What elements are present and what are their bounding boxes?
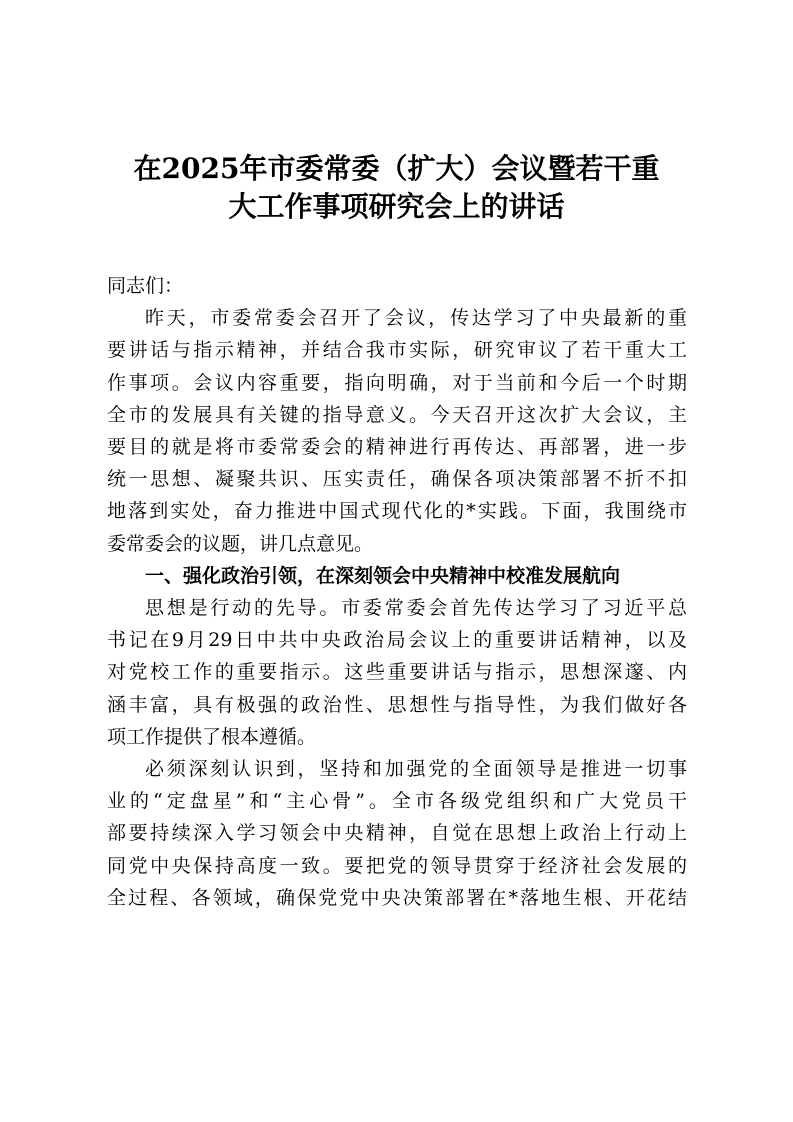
paragraph-line: 昨天，市委常委会召开了会议，传达学习了中央最新的重	[145, 307, 687, 330]
section-heading-1: 一、强化政治引领，在深刻领会中央精神中校准发展航向	[145, 564, 621, 587]
paragraph-line: 思想是行动的先导。市委常委会首先传达学习了习近平总	[145, 597, 687, 620]
paragraph-line: 作事项。会议内容重要，指向明确，对于当前和今后一个时期	[107, 371, 687, 394]
paragraph-line: 统一思想、凝聚共识、压实责任，确保各项决策部署不折不扣	[107, 468, 687, 491]
paragraph-section1-b	[107, 753, 687, 914]
paragraph-line: 要目的就是将市委常委会的精神进行再传达、再部署，进一步	[107, 436, 687, 459]
paragraph-line: 全市的发展具有关键的指导意义。今天召开这次扩大会议，主	[107, 403, 687, 426]
paragraph-line: 要讲话与指示精神，并结合我市实际，研究审议了若干重大工	[107, 339, 687, 362]
paragraph-line: 部要持续深入学习领会中央精神，自觉在思想上政治上行动上	[107, 822, 687, 845]
paragraph-section1-a	[107, 592, 687, 753]
paragraph-line: 同党中央保持高度一致。要把党的领导贯穿于经济社会发展的	[107, 854, 687, 877]
paragraph-line: 必须深刻认识到，坚持和加强党的全面领导是推进一切事	[145, 758, 687, 781]
title-line-2: 大工作事项研究会上的讲话	[228, 190, 565, 223]
paragraph-line: 对党校工作的重要指示。这些重要讲话与指示，思想深邃、内	[107, 661, 687, 684]
paragraph-intro	[107, 302, 687, 560]
document-body	[107, 270, 687, 914]
paragraph-line: 项工作提供了根本遵循。	[107, 725, 317, 748]
paragraph-line: 全过程、各领域，确保党党中央决策部署在*落地生根、开花结	[107, 886, 687, 909]
paragraph-line: 地落到实处，奋力推进中国式现代化的*实践。下面，我围绕市	[107, 500, 687, 523]
paragraph-line: 委常委会的议题，讲几点意见。	[107, 532, 374, 555]
document-title	[96, 150, 697, 226]
paragraph-line: 涵丰富，具有极强的政治性、思想性与指导性，为我们做好各	[107, 693, 687, 716]
paragraph-line: 书记在9月29日中共中央政治局会议上的重要讲话精神，以及	[107, 629, 687, 652]
salutation: 同志们：	[107, 275, 184, 297]
paragraph-line: 业的“定盘星”和“主心骨”。全市各级党组织和广大党员干	[107, 790, 687, 813]
title-line-1: 在2025年市委常委（扩大）会议暨若干重	[133, 152, 660, 185]
